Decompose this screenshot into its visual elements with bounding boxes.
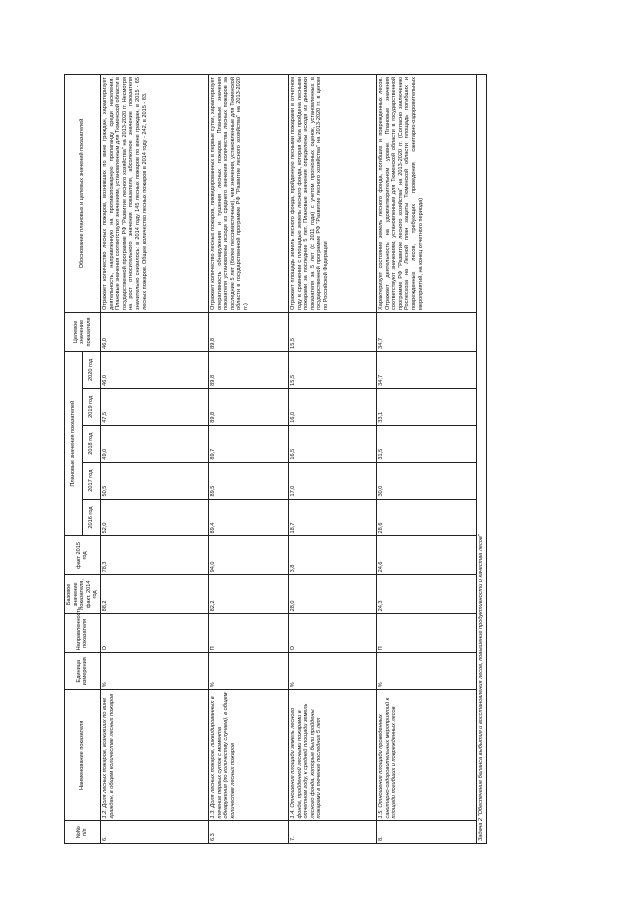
row-2019: 33,1: [376, 388, 476, 425]
row-name: 1.3. Доля лесных пожаров, ликвидированных в течение первых суток с момента обнаружения (по количеству случаев), в общем количестве лесных пожаров: [208, 690, 288, 821]
col-rationale-header: Обоснование плановых и целевых значений показателей: [65, 75, 101, 313]
row-rationale: Отражает количество лесных пожаров, возникших по вине граждан, характеризует деятельность, направленную на противопожарную пропаганду среди населения. Плановые значения соответствуют значениям, установленным для Тюменской области в государственной программе РФ "Развитие лесного хозяйства" на 2013-2020 гг. Несмотря на рост относительного значения показателя, абсолютное значение показателя значительно снизилось: в 2014 году 145 лесных пожаров по вине граждан, в 2015 - 65 лесных пожаров. Общее количество лесных пожаров в 2014 году - 242, в 2015 - 83.: [100, 75, 208, 313]
row-name: 1.4. Отношение площади земель лесного фонда, пройденной лесными пожарами в отчетном году, к средней площади земель лесного фонда, которые были пройдены пожарами в течение последних 5 лет: [288, 690, 376, 821]
row-2020: 46,0: [100, 351, 208, 388]
col-direction-header: Направленность показателя: [65, 614, 101, 653]
table-orientation: [64, 74, 584, 844]
row-direction: П: [208, 614, 288, 653]
year-2017-header: 2017 год: [82, 462, 100, 499]
row-name: 1.2. Доля лесных пожаров, возникших по вине граждан, в общем количестве лесных пожаров: [100, 690, 208, 821]
col-target-header: Целевое значение показателя: [65, 312, 101, 351]
row-2016: 89,4: [208, 499, 288, 536]
row-base: 28,0: [288, 575, 376, 614]
row-2019: 16,0: [288, 388, 376, 425]
row-2019: 89,8: [208, 388, 288, 425]
row-2020: 15,5: [288, 351, 376, 388]
row-2020: 34,7: [376, 351, 476, 388]
row-num: 8.: [376, 821, 476, 844]
row-base: 88,2: [100, 575, 208, 614]
row-2020: 89,8: [208, 351, 288, 388]
year-2018-header: 2018 год: [82, 425, 100, 462]
row-target: 46,0: [100, 312, 208, 351]
year-2019-header: 2019 год: [82, 388, 100, 425]
row-2017: 89,5: [208, 462, 288, 499]
row-2016: 28,6: [376, 499, 476, 536]
year-2016-header: 2016 год: [82, 499, 100, 536]
row-2016: 52,0: [100, 499, 208, 536]
table-row: [100, 75, 208, 844]
row-rationale: Отражает количество лесных пожаров, ликвидированных в первые сутки, характеризует оперативность обнаружения и тушения лесных пожаров. Плановые значения показателя установлены исходя из среднего значения количества лесных пожаров за последние 5 лет (более пессимистичные), чем значения, установленные для Тюменской области в государственной программе РФ "Развитие лесного хозяйства" на 2013-2020 гг.): [208, 75, 288, 313]
row-base: 82,2: [208, 575, 288, 614]
indicators-table: [64, 74, 487, 844]
row-target: 89,8: [208, 312, 288, 351]
row-fact2015: 78,3: [100, 536, 208, 575]
table-row: [376, 75, 476, 844]
col-base-header: Базовое значение показателя, факт. 2014 год: [65, 575, 101, 614]
table-row: [208, 75, 288, 844]
row-fact2015: 24,6: [376, 536, 476, 575]
row-base: 24,3: [376, 575, 476, 614]
row-2019: 47,5: [100, 388, 208, 425]
table-row: [288, 75, 376, 844]
row-target: 15,5: [288, 312, 376, 351]
row-2018: 31,5: [376, 425, 476, 462]
row-2017: 50,5: [100, 462, 208, 499]
col-name-header: Наименование показателя: [65, 690, 101, 821]
row-unit: %: [376, 653, 476, 690]
row-num: 6.: [100, 821, 208, 844]
row-2017: 30,0: [376, 462, 476, 499]
row-fact2015: 94,0: [208, 536, 288, 575]
row-direction: О: [100, 614, 208, 653]
row-target: 34,7: [376, 312, 476, 351]
col-unit-header: Единица измерения: [65, 653, 101, 690]
row-num: 6.3: [208, 821, 288, 844]
task-heading: Задача 2 "Обеспечение баланса выбытия и восстановления лесов, повышение продуктивности и качества лесов": [476, 75, 486, 844]
col-num-header: №№ п/п: [65, 821, 101, 844]
col-fact2015-header: факт 2015 год: [65, 536, 101, 575]
row-direction: О: [288, 614, 376, 653]
row-direction: П: [376, 614, 476, 653]
task-row: [476, 75, 486, 844]
row-2018: 16,5: [288, 425, 376, 462]
row-unit: %: [100, 653, 208, 690]
row-unit: %: [208, 653, 288, 690]
row-2017: 17,0: [288, 462, 376, 499]
row-2018: 89,7: [208, 425, 288, 462]
header-row-1: [65, 75, 83, 844]
row-2018: 49,0: [100, 425, 208, 462]
row-rationale: Отражает площадь земель лесного фонда, пройденную лесными пожарами в отчетном году в сравнении с площадью земель лесного фонда, которая была пройдена лесными пожарами за последние 5 лет. Плановые значения определены исходя из динамики показателя за 5 лет (с 2011 года) с учетом прогнозных оценок, установленных в государственной программе РФ "Развитие лесного хозяйства" на 2013-2020 гг. в целом по Российской Федерации: [288, 75, 376, 313]
row-2016: 18,7: [288, 499, 376, 536]
row-rationale: Характеризует состояние земель лесного фонда, погибших и поврежденных лесов. Отражает деятельность на удовлетворительном уровне. Плановые значения соответствуют значениям, установленным для Тюменской области в государственной программе РФ "Развитие лесного хозяйства" на 2013-2020 гг. (Согласно заключению Рослесхоза на Лесной план защиты Тюменской области площадь погибших и поврежденных лесов, требующих проведения санитарно-оздоровительных мероприятий, на конец отчетного периода): [376, 75, 476, 313]
row-fact2015: 3,8: [288, 536, 376, 575]
row-name: 1.5. Отношение площади проведенных санитарно-оздоровительных мероприятий к площади погибших и поврежденных лесов: [376, 690, 476, 821]
planned-values-header: Плановые значения показателей: [65, 351, 83, 536]
row-unit: %: [288, 653, 376, 690]
rotated-table-frame: [64, 74, 584, 844]
row-num: 7.: [288, 821, 376, 844]
year-2020-header: 2020 год: [82, 351, 100, 388]
